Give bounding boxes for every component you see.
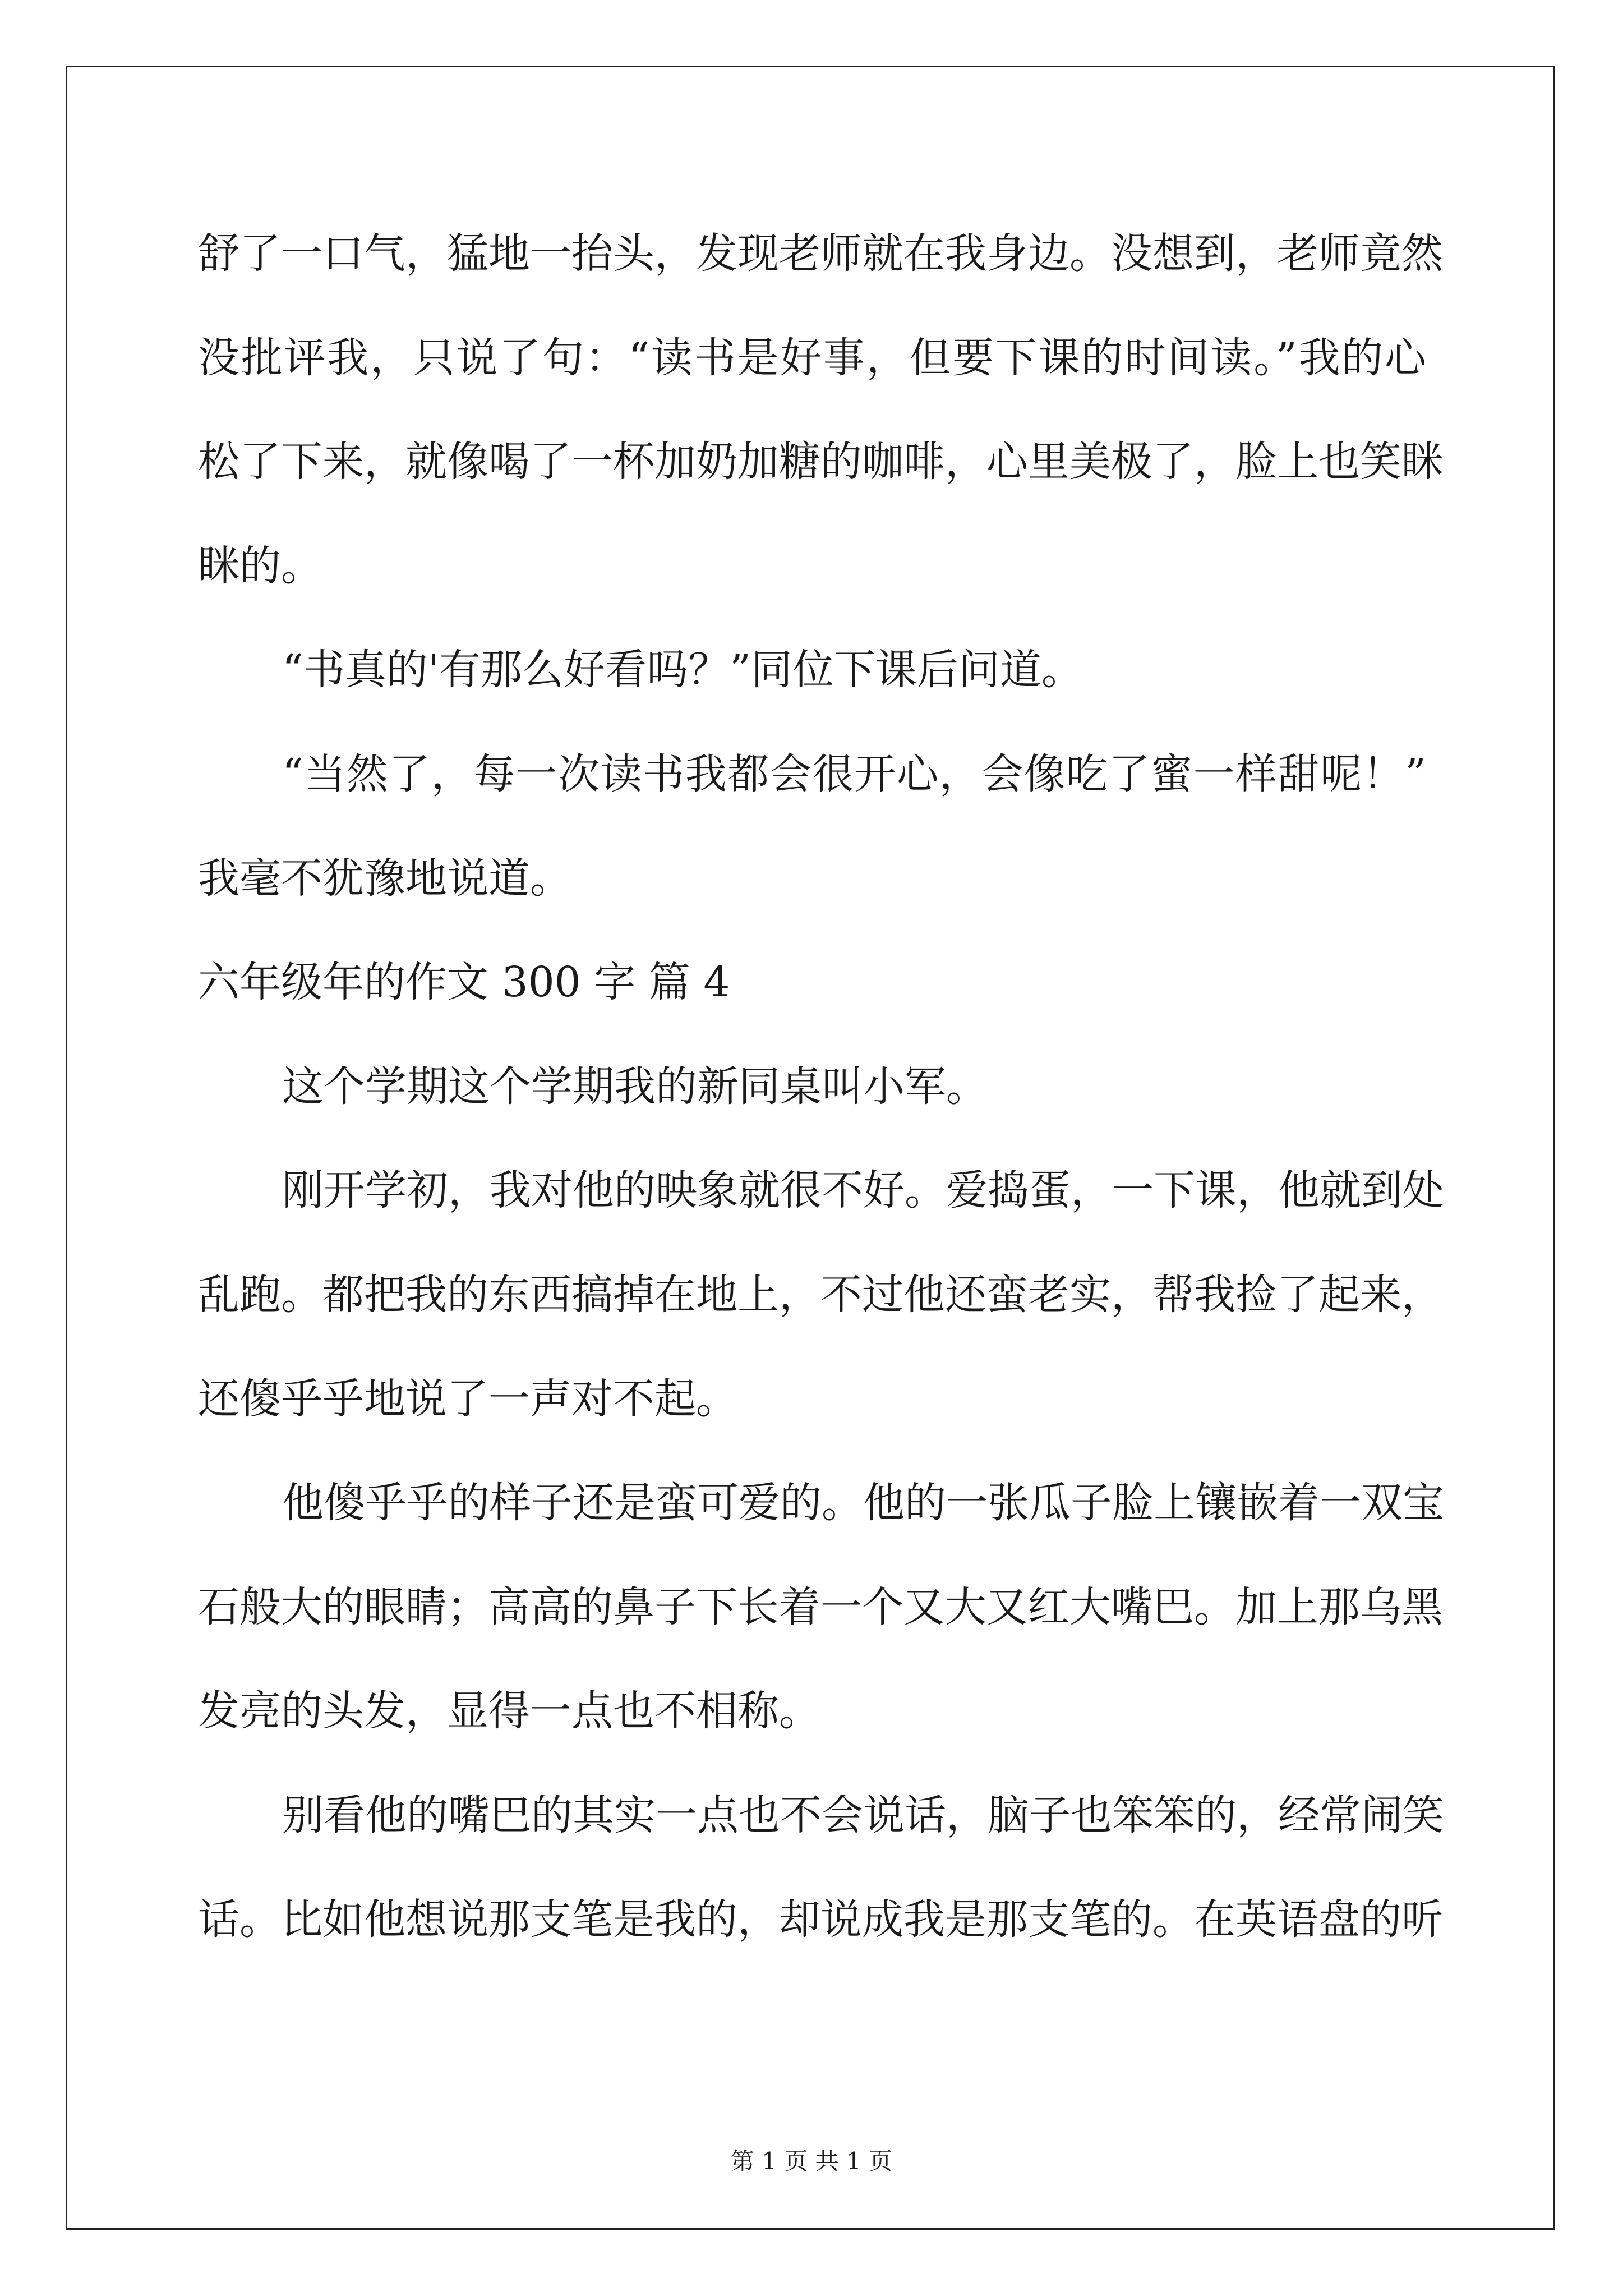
page-footer: 第 1 页 共 1 页 bbox=[730, 2147, 893, 2175]
section-heading: 六年级年的作文 300 字 篇 4 bbox=[198, 958, 730, 1007]
text-line-10: 刚开学初，我对他的映象就很不好。爱捣蛋，一下课，他就到处 bbox=[282, 1166, 1444, 1215]
text-line-6: “当然了，每一次读书我都会很开心，会像吃了蜜一样甜呢！” bbox=[282, 749, 1426, 798]
text-line-16: 别看他的嘴巴的其实一点也不会说话，脑子也笨笨的，经常闹笑 bbox=[282, 1791, 1444, 1839]
text-line-4: 眯的。 bbox=[198, 541, 322, 590]
text-line-7: 我毫不犹豫地说道。 bbox=[198, 854, 571, 903]
text-line-12: 还傻乎乎地说了一声对不起。 bbox=[198, 1374, 737, 1423]
document-body bbox=[198, 202, 1444, 1972]
text-line-2: 没批评我，只说了句：“读书是好事，但要下课的时间读。”我的心 bbox=[198, 333, 1426, 382]
text-line-15: 发亮的头发，显得一点也不相称。 bbox=[198, 1687, 820, 1736]
text-line-5: “书真的'有那么好看吗？”同位下课后问道。 bbox=[282, 646, 1083, 694]
text-line-1: 舒了一口气，猛地一抬头，发现老师就在我身边。没想到，老师竟然 bbox=[198, 229, 1443, 278]
text-line-17: 话。比如他想说那支笔是我的，却说成我是那支笔的。在英语盘的听 bbox=[198, 1895, 1443, 1944]
text-line-13: 他傻乎乎的样子还是蛮可爱的。他的一张瓜子脸上镶嵌着一双宝 bbox=[282, 1479, 1444, 1527]
text-line-14: 石般大的眼睛；高高的鼻子下长着一个又大又红大嘴巴。加上那乌黑 bbox=[198, 1582, 1443, 1631]
text-line-9: 这个学期这个学期我的新同桌叫小军。 bbox=[282, 1062, 988, 1111]
text-line-3: 松了下来，就像喝了一杯加奶加糖的咖啡，心里美极了，脸上也笑眯 bbox=[198, 438, 1443, 486]
text-line-11: 乱跑。都把我的东西搞掉在地上，不过他还蛮老实，帮我捡了起来， bbox=[198, 1270, 1443, 1319]
